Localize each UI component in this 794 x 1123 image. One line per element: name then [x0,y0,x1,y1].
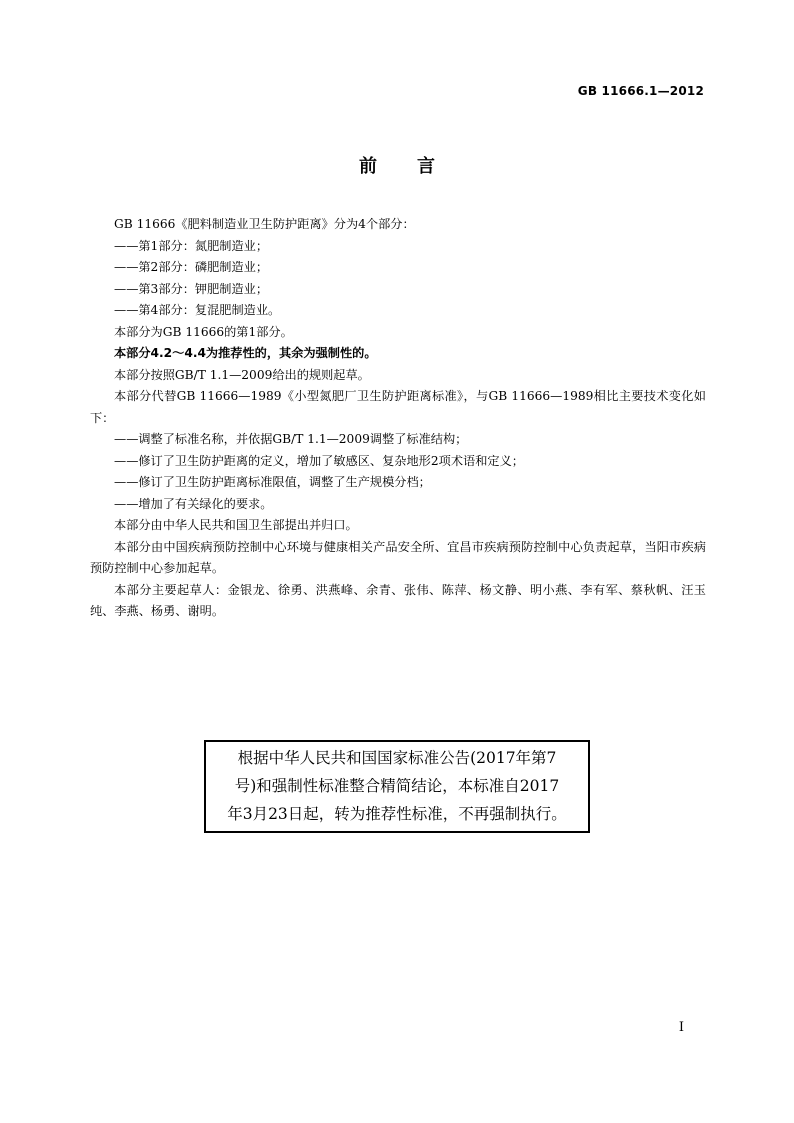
page-number: I [678,1020,684,1035]
paragraph-parts-intro: GB 11666《肥料制造业卫生防护距离》分为4个部分： [114,217,415,231]
list-item-change-3: ——修订了卫生防护距离标准限值，调整了生产规模分档； [114,475,431,489]
paragraph-proposer: 本部分由中华人民共和国卫生部提出并归口。 [114,518,358,532]
paragraph-drafting-rules: 本部分按照GB/T 1.1—2009给出的规则起草。 [114,367,370,382]
list-item-part-1: ——第1部分：氮肥制造业； [114,238,269,253]
paragraph-recommended-note: 本部分4.2～4.4为推荐性的，其余为强制性的。 [114,346,377,360]
notice-line: 号)和强制性标准整合精简结论，本标准自2017 [234,777,560,795]
foreword-body [90,214,706,623]
notice-box [204,740,590,833]
paragraph-replaces: 本部分代替GB 11666—1989《小型氮肥厂卫生防护距离标准》，与GB 11666—1989相比主要技术变化如下： [90,389,706,425]
list-item-part-3: ——第3部分：钾肥制造业； [114,281,269,296]
notice-line: 年3月23日起，转为推荐性标准，不再强制执行。 [227,805,567,823]
list-item-change-1: ——调整了标准名称，并依据GB/T 1.1—2009调整了标准结构； [114,432,468,446]
list-item-part-4: ——第4部分：复混肥制造业。 [114,303,281,317]
notice-line: 根据中华人民共和国国家标准公告(2017年第7 [237,749,557,767]
list-item-change-4: ——增加了有关绿化的要求。 [114,496,273,511]
list-item-change-2: ——修订了卫生防护距离的定义，增加了敏感区、复杂地形2项术语和定义； [114,453,524,468]
list-item-part-2: ——第2部分：磷肥制造业； [114,260,269,274]
paragraph-part-number: 本部分为GB 11666的第1部分。 [114,324,293,339]
paragraph-drafting-units: 本部分由中国疾病预防控制中心环境与健康相关产品安全所、宜昌市疾病预防控制中心负责起草，当阳市疾病预防控制中心参加起草。 [90,539,706,575]
standard-code: GB 11666.1—2012 [577,84,704,98]
page-title: 前言 [359,156,475,177]
paragraph-drafters: 本部分主要起草人：金银龙、徐勇、洪燕峰、余青、张伟、陈萍、杨文静、明小燕、李有军、蔡秋帆、汪玉纯、李燕、杨勇、谢明。 [90,582,706,618]
